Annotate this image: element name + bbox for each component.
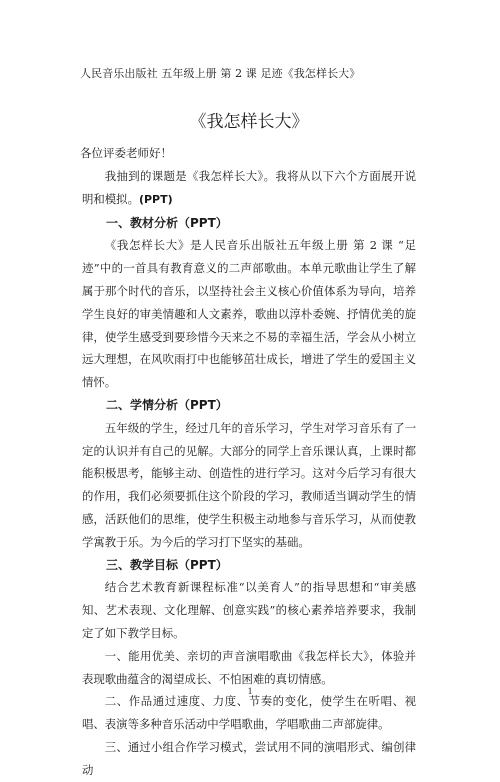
section-heading-student-analysis: 二、学情分析（PPT） [106,397,228,412]
intro-ppt-marker: (PPT) [138,192,173,206]
section-heading-teaching-goals: 三、教学目标（PPT） [106,557,228,572]
document-title: 《我怎样长大》 [189,112,309,132]
document-header: 人民音乐出版社 五年级上册 第 2 课 足迹《我怎样长大》 [80,67,361,80]
section-paragraph: 五年级的学生，经过几年的音乐学习，学生对学习音乐有了一定的认识并有自己的见解。大部分的同学上音乐课认真，上课时都能积极思考，能够主动、创造性的进行学习。这对今后学习有很大的作用，我们必须要抓住这个阶段的学习，教师适当调动学生的情感，活跃他们的思维，使学生积极主动地参与音乐学习，从而使教学寓教于乐。为今后的学习打下坚实的基础。 [82,420,416,549]
goal-item-3: 三、通过小组合作学习模式，尝试用不同的演唱形式、编创律动 [82,739,416,777]
goal-item-2: 二、作品通过速度、力度、节奏的变化，使学生在听唱、视唱、表演等多种音乐活动中学唱歌曲，学唱歌曲二声部旋律。 [82,694,416,732]
goal-item-1: 一、能用优美、亲切的声音演唱歌曲《我怎样长大》，体验并表现歌曲蕴含的渴望成长、不怕困难的真切情感。 [82,648,416,686]
section-paragraph: 《我怎样长大》是人民音乐出版社五年级上册 第 2 课 “足迹”中的一首具有教育意义的二声部歌曲。本单元歌曲让学生了解属于那个时代的音乐，以坚持社会主义核心价值体系为导向，培养学生良好的审美情趣和人文素养，歌曲以淳朴委婉、抒情优美的旋律，使学生感受到要珍惜今天来之不易的幸福生活，学会从小树立远大理想，在风吹雨打中也能够茁壮成长，增进了学生的爱国主义情怀。 [82,238,416,390]
salutation: 各位评委老师好！ [80,146,172,160]
section-heading-teaching-material: 一、教材分析（PPT） [106,215,228,230]
page-number: 1 [247,686,253,696]
intro-text: 我抽到的课题是《我怎样长大》。我将从以下六个方面展开说明和模拟。 [82,169,416,206]
section-paragraph: 结合艺术教育新课程标准“以美育人”的指导思想和“审美感知、艺术表现、文化理解、创意实践”的核心素养培养要求，我制定了如下教学目标。 [82,580,416,640]
intro-paragraph [82,165,416,212]
